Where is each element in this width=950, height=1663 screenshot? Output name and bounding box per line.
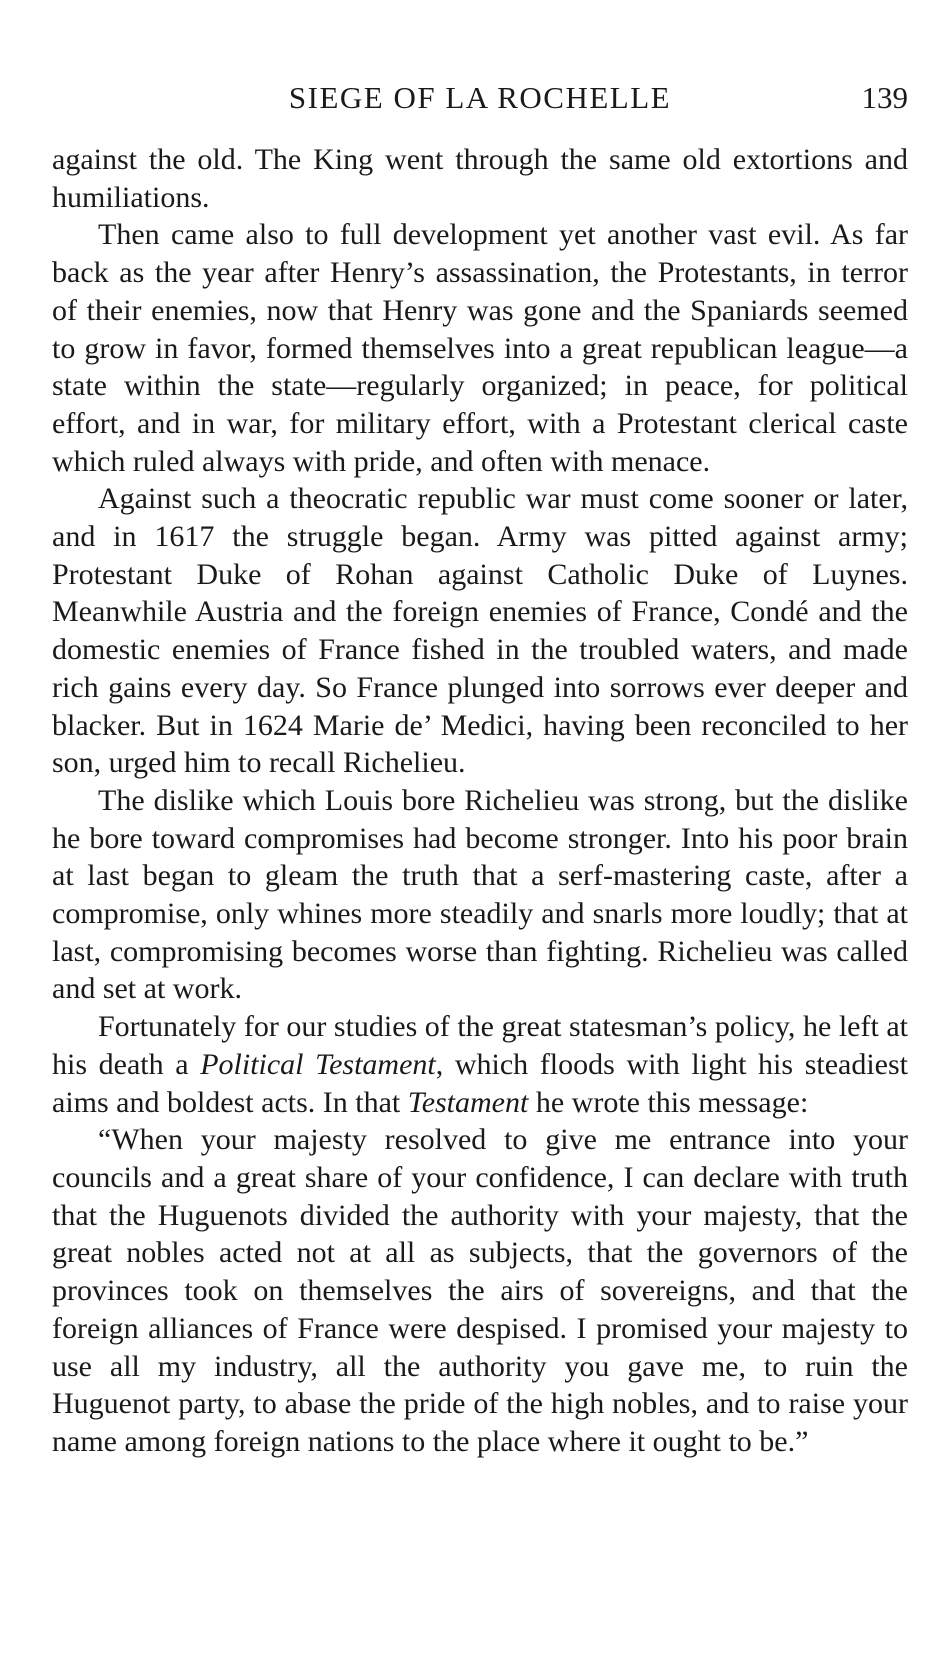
body-text xyxy=(52,141,908,1461)
paragraph-continuation: against the old. The King went through the same old extortions and humiliations. xyxy=(52,143,908,214)
italic-title-political-testament: Political Testament xyxy=(200,1047,436,1081)
text-segment: , which floods with light his steadiest aims and boldest acts. In that xyxy=(52,1047,909,1119)
paragraph-war-1617: Against such a theocratic republic war must come sooner or later, and in 1617 the struggle began. Army was pitted against army; Protestant Duke of Rohan against Catholic Duke of Luynes. Meanwhile Austria and the foreign enemies of France, Condé and the domestic enemies of France fished in the troubled waters, and made rich gains every day. So France plunged into sorrows ever deeper and blacker. But in 1624 Marie de’ Medici, having been reconciled to her son, urged him to recall Richelieu. xyxy=(52,482,908,780)
running-head xyxy=(52,76,908,120)
text-segment: he wrote this message: xyxy=(528,1085,809,1119)
text-segment: Fortunately for our studies of the great statesman’s policy, he left at his death a xyxy=(52,1010,908,1081)
paragraph-political-testament xyxy=(52,1008,908,1121)
italic-title-testament: Testament xyxy=(407,1085,529,1119)
paragraph-protestant-league: Then came also to full development yet another vast evil. As far back as the year after Henry’s assassination, the Protestants, in terror of their enemies, now that Henry was gone and the Spaniards seemed to grow in favor, formed themselves into a great republican league—a state within the state—regularly organized; in peace, for political effort, and in war, for military effort, with a Protestant clerical caste which ruled always with pride, and often with menace. xyxy=(52,218,908,478)
paragraph-richelieu-recalled: The dislike which Louis bore Richelieu was strong, but the dislike he bore toward compromises had become stronger. Into his poor brain at last began to gleam the truth that a serf-mastering caste, after a compromise, only whines more steadily and snarls more loudly; that at last, compromising becomes worse than fighting. Richelieu was called and set at work. xyxy=(52,783,908,1006)
paragraph-quotation: “When your majesty resolved to give me entrance into your councils and a great share of your confidence, I can declare with truth that the Huguenots divided the authority with your majesty, that the great nobles acted not at all as subjects, that the governors of the provinces took on themselves the airs of sovereigns, and that the foreign alliances of France were despised. I promised your majesty to use all my industry, all the authority you gave me, to ruin the Huguenot party, to abase the pride of the high nobles, and to raise your name among foreign nations to the place where it ought to be.” xyxy=(52,1123,908,1458)
running-title: SIEGE OF LA ROCHELLE xyxy=(288,80,672,115)
page-number: 139 xyxy=(861,80,908,115)
